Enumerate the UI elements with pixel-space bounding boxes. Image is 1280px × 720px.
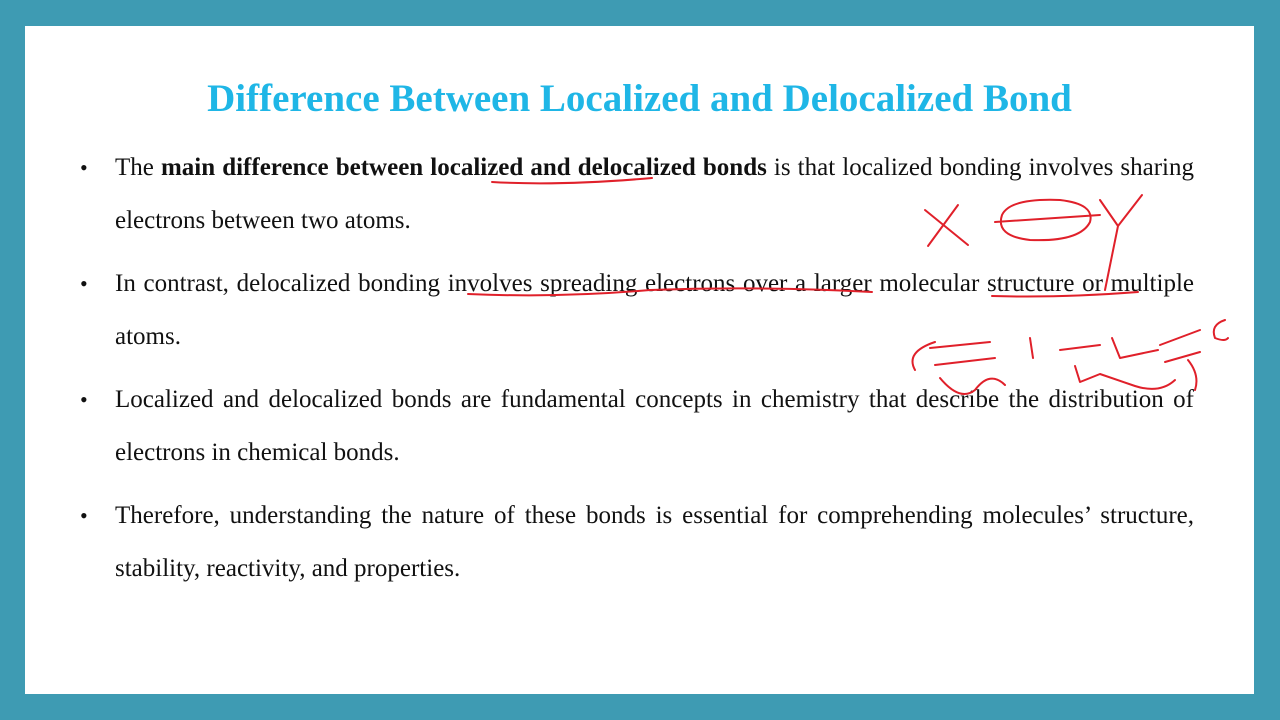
slide-title: Difference Between Localized and Delocalized Bond: [207, 77, 1072, 120]
bullet-1-pre: The: [115, 154, 161, 181]
bullet-4-text: Therefore, understanding the nature of these bonds is essential for comprehending molecules’ structure, stability, reactivity, and properties.: [115, 502, 1194, 582]
bullet-3-text: Localized and delocalized bonds are fundamental concepts in chemistry that describe the distribution of electrons in chemical bonds.: [115, 386, 1194, 466]
bullet-item-1: [80, 141, 1194, 247]
bullet-icon: •: [80, 155, 88, 180]
bullet-icon: •: [80, 503, 88, 528]
bullet-1-post: is that localized bonding involves sharing electrons between two atoms.: [115, 154, 1194, 234]
bullet-item-2: [80, 257, 1194, 363]
bullet-item-3: [80, 373, 1194, 479]
bullet-icon: •: [80, 271, 88, 296]
bullet-1-bold: main difference between localized and delocalized bonds: [160, 154, 767, 181]
bullet-item-4: [80, 489, 1194, 595]
bullet-2-text: In contrast, delocalized bonding involves spreading electrons over a larger molecular structure or multiple atoms.: [115, 270, 1194, 350]
bullet-list: [80, 141, 1194, 605]
bullet-icon: •: [80, 387, 88, 412]
slide: [25, 26, 1254, 694]
